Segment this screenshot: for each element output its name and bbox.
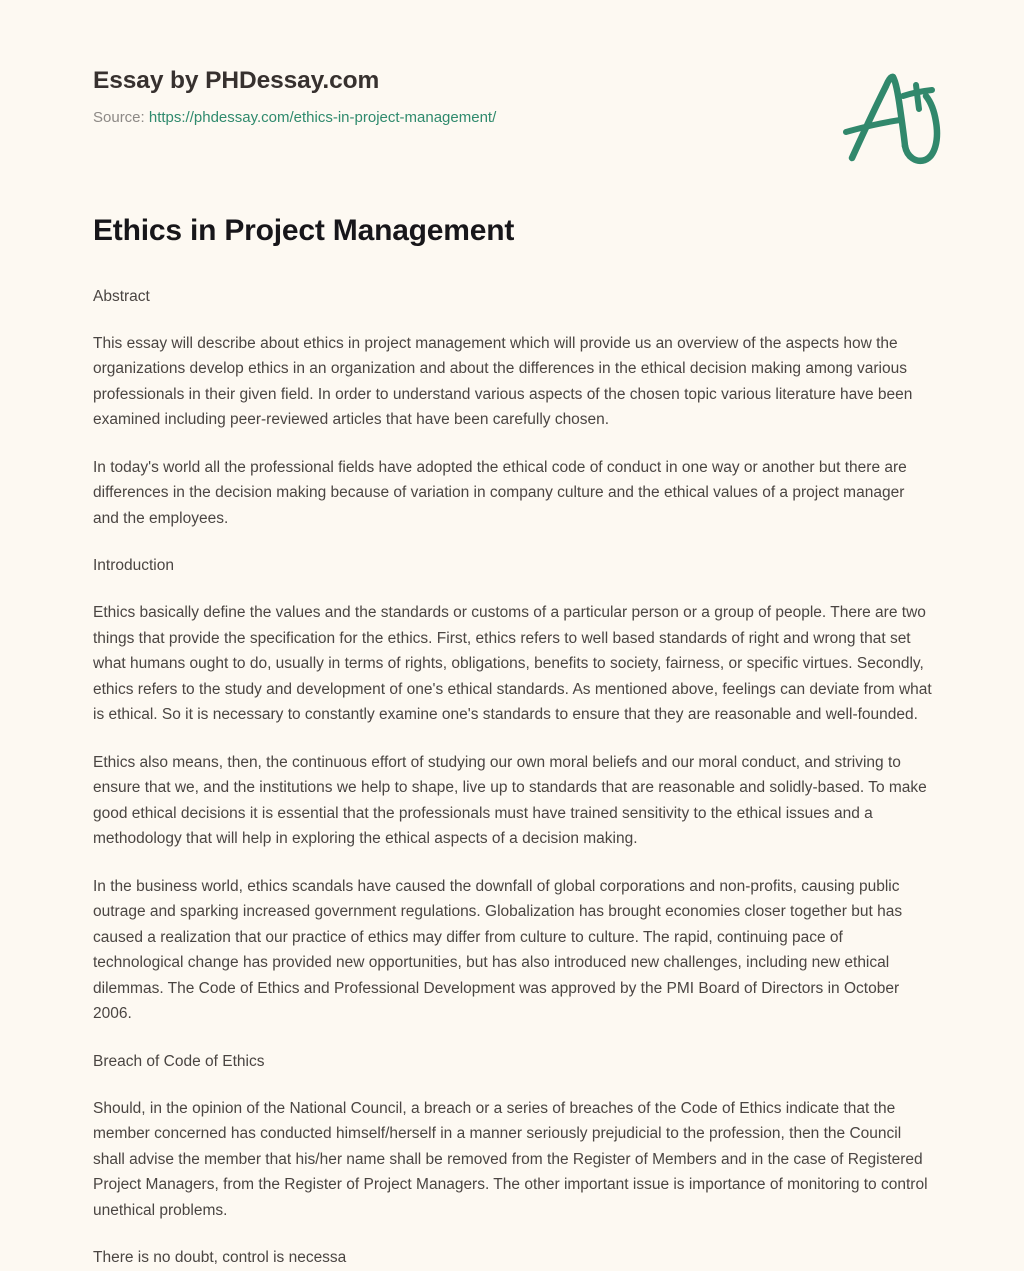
paragraph: Ethics basically define the values and the standards or customs of a particular person or a group of people. There are two things that provide the specification for the ethics. First, ethics refers to well based standards of right and wrong that set what humans ought to do, usually in terms of rights, obligations, benefits to society, fairness, or specific virtues. Secondly, ethics refers to the study and development of one's ethical standards. As mentioned above, feelings can deviate from what is ethical. So it is necessary to constantly examine one's standards to ensure that they are reasonable and well-founded. (93, 604, 932, 723)
paragraph-truncated: There is no doubt, control is necessa (93, 1249, 347, 1266)
a-plus-logo-icon (840, 62, 950, 172)
section-heading-introduction: Introduction (93, 557, 174, 574)
section-heading-abstract: Abstract (93, 287, 150, 305)
paragraph: Should, in the opinion of the National Council, a breach or a series of breaches of the Code of Ethics indicate that the member concerned has conducted himself/herself in a manner seriously prejudicial to the profession, then the Council shall advise the member that his/her name shall be removed from the Register of Members and in the case of Registered Project Managers, from the Register of Project Managers. The other important issue is importance of monitoring to control unethical problems. (93, 1099, 928, 1219)
source-url-link[interactable]: https://phdessay.com/ethics-in-project-management/ (148, 109, 497, 127)
paragraph: This essay will describe about ethics in project management which will provide us an overview of the aspects how the organizations develop ethics in an organization and about the differences in the ethical decision making among various professionals in their given field. In order to understand various aspects of the chosen topic various literature have been examined including peer-reviewed articles that have been carefully chosen. (93, 334, 913, 428)
essay-body (93, 212, 933, 1271)
page-title: Ethics in Project Management (93, 214, 515, 247)
source-line (93, 107, 950, 130)
paragraph: Ethics also means, then, the continuous effort of studying our own moral beliefs and our moral conduct, and striving to ensure that we, and the institutions we help to shape, live up to standards that are reasonable and solidly-based. To make good ethical decisions it is essential that the professionals must have trained sensitivity to the ethical issues and a methodology that will help in exploring the ethical aspects of a decision making. (93, 753, 927, 847)
phdessay-logo (840, 62, 950, 172)
page-header (93, 66, 950, 176)
source-label: Source: (93, 109, 145, 127)
paragraph: In today's world all the professional fields have adopted the ethical code of conduct in one way or another but there are differences in the decision making because of variation in company culture and the ethical values of a project manager and the employees. (93, 458, 907, 527)
section-heading-breach-of-code-of-ethics: Breach of Code of Ethics (93, 1052, 265, 1070)
paragraph: In the business world, ethics scandals have caused the downfall of global corporations and non-profits, causing public outrage and sparking increased government regulations. Globalization has brought economies closer together but has caused a realization that our practice of ethics may differ from culture to culture. The rapid, continuing pace of technological change has provided new opportunities, but has also introduced new challenges, including new ethical dilemmas. The Code of Ethics and Professional Development was approved by the PMI Board of Directors in October 2006. (93, 877, 903, 1022)
brand-title: Essay by PHDessay.com (93, 67, 380, 94)
